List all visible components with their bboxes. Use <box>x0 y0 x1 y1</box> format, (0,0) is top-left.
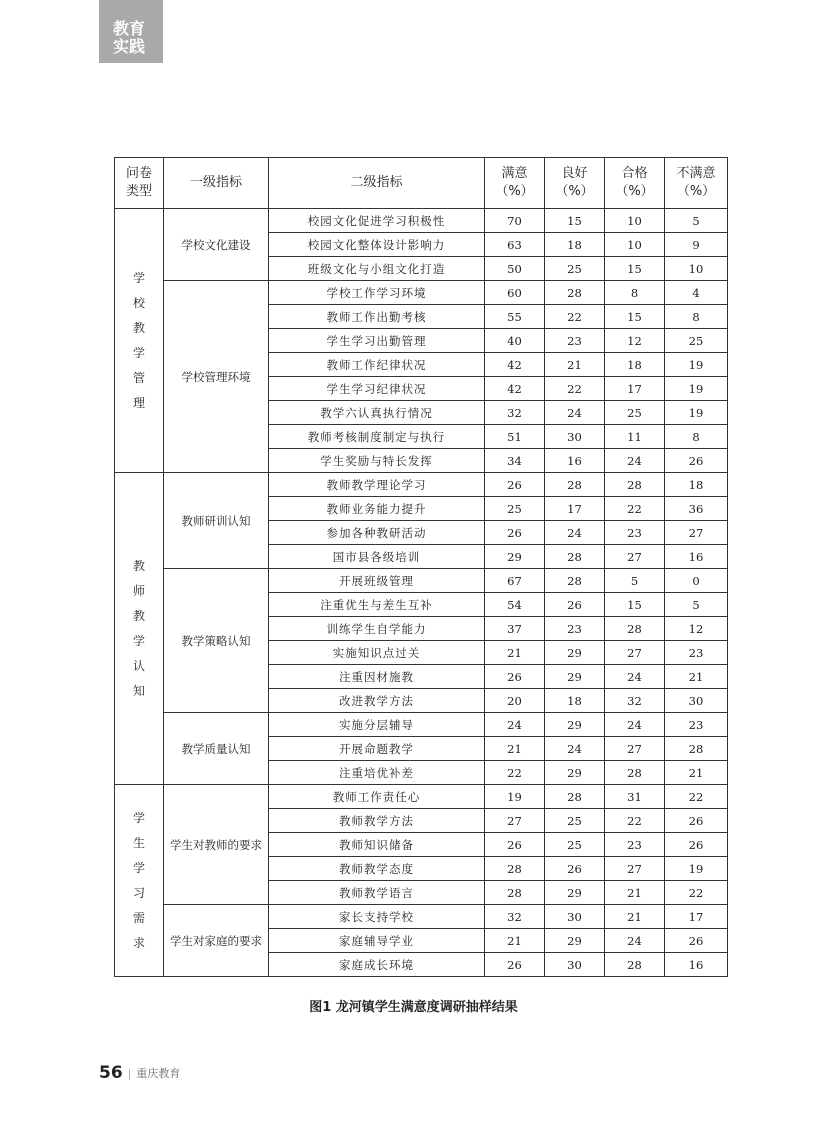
level2-indicator-cell: 教师业务能力提升 <box>269 497 485 521</box>
level2-indicator-cell: 注重优生与差生互补 <box>269 593 485 617</box>
unsatisfied-value-cell: 26 <box>665 833 728 857</box>
unsatisfied-value-cell: 4 <box>665 281 728 305</box>
good-value-cell: 25 <box>545 809 605 833</box>
magazine-name: 重庆教育 <box>136 1067 181 1080</box>
qualified-value-cell: 15 <box>605 257 665 281</box>
good-value-cell: 30 <box>545 425 605 449</box>
good-value-cell: 25 <box>545 833 605 857</box>
unsatisfied-value-cell: 9 <box>665 233 728 257</box>
satisfied-value-cell: 32 <box>485 401 545 425</box>
qualified-value-cell: 15 <box>605 305 665 329</box>
satisfied-value-cell: 40 <box>485 329 545 353</box>
qualified-value-cell: 11 <box>605 425 665 449</box>
level2-indicator-cell: 训练学生自学能力 <box>269 617 485 641</box>
qualified-value-cell: 18 <box>605 353 665 377</box>
unsatisfied-value-cell: 19 <box>665 401 728 425</box>
qualified-value-cell: 5 <box>605 569 665 593</box>
qualified-value-cell: 28 <box>605 473 665 497</box>
good-value-cell: 23 <box>545 617 605 641</box>
satisfied-value-cell: 63 <box>485 233 545 257</box>
qualified-value-cell: 24 <box>605 713 665 737</box>
satisfied-value-cell: 37 <box>485 617 545 641</box>
satisfied-value-cell: 27 <box>485 809 545 833</box>
level2-indicator-cell: 注重培优补差 <box>269 761 485 785</box>
good-value-cell: 30 <box>545 905 605 929</box>
level2-indicator-cell: 教师教学语言 <box>269 881 485 905</box>
satisfied-value-cell: 26 <box>485 473 545 497</box>
level1-indicator-cell: 学校文化建设 <box>164 209 269 281</box>
good-value-cell: 29 <box>545 761 605 785</box>
unsatisfied-value-cell: 23 <box>665 641 728 665</box>
qualified-value-cell: 27 <box>605 857 665 881</box>
satisfied-value-cell: 28 <box>485 881 545 905</box>
unsatisfied-value-cell: 10 <box>665 257 728 281</box>
good-value-cell: 24 <box>545 401 605 425</box>
level2-indicator-cell: 教师知识储备 <box>269 833 485 857</box>
satisfied-value-cell: 32 <box>485 905 545 929</box>
unsatisfied-value-cell: 5 <box>665 209 728 233</box>
unsatisfied-value-cell: 16 <box>665 545 728 569</box>
level2-indicator-cell: 改进教学方法 <box>269 689 485 713</box>
survey-table <box>114 157 728 977</box>
satisfied-value-cell: 34 <box>485 449 545 473</box>
satisfied-value-cell: 21 <box>485 641 545 665</box>
qualified-value-cell: 10 <box>605 209 665 233</box>
satisfied-value-cell: 24 <box>485 713 545 737</box>
satisfied-value-cell: 29 <box>485 545 545 569</box>
level2-indicator-cell: 开展班级管理 <box>269 569 485 593</box>
level1-indicator-cell: 教学策略认知 <box>164 569 269 713</box>
qualified-value-cell: 17 <box>605 377 665 401</box>
header-satisfied: 满意 （%） <box>485 158 545 209</box>
unsatisfied-value-cell: 23 <box>665 713 728 737</box>
qualified-value-cell: 22 <box>605 497 665 521</box>
level1-indicator-cell: 学生对教师的要求 <box>164 785 269 905</box>
satisfied-value-cell: 60 <box>485 281 545 305</box>
level2-indicator-cell: 教师教学方法 <box>269 809 485 833</box>
satisfied-value-cell: 21 <box>485 929 545 953</box>
table-row <box>115 785 728 809</box>
good-value-cell: 18 <box>545 689 605 713</box>
satisfied-value-cell: 42 <box>485 353 545 377</box>
unsatisfied-value-cell: 18 <box>665 473 728 497</box>
qualified-value-cell: 23 <box>605 521 665 545</box>
table-row <box>115 569 728 593</box>
good-value-cell: 15 <box>545 209 605 233</box>
level2-indicator-cell: 教学六认真执行情况 <box>269 401 485 425</box>
level2-indicator-cell: 学生奖励与特长发挥 <box>269 449 485 473</box>
unsatisfied-value-cell: 25 <box>665 329 728 353</box>
level2-indicator-cell: 教师教学理论学习 <box>269 473 485 497</box>
qualified-value-cell: 27 <box>605 545 665 569</box>
level2-indicator-cell: 参加各种教研活动 <box>269 521 485 545</box>
level2-indicator-cell: 学校工作学习环境 <box>269 281 485 305</box>
qualified-value-cell: 25 <box>605 401 665 425</box>
unsatisfied-value-cell: 26 <box>665 809 728 833</box>
satisfied-value-cell: 28 <box>485 857 545 881</box>
satisfied-value-cell: 25 <box>485 497 545 521</box>
level2-indicator-cell: 教师工作出勤考核 <box>269 305 485 329</box>
category-cell: 学生学习需求 <box>115 785 164 977</box>
header-good: 良好 （%） <box>545 158 605 209</box>
satisfied-value-cell: 26 <box>485 521 545 545</box>
good-value-cell: 29 <box>545 665 605 689</box>
unsatisfied-value-cell: 21 <box>665 761 728 785</box>
header-unsatisfied: 不满意 （%） <box>665 158 728 209</box>
level2-indicator-cell: 教师教学态度 <box>269 857 485 881</box>
unsatisfied-value-cell: 19 <box>665 857 728 881</box>
figure-caption: 图1 龙河镇学生满意度调研抽样结果 <box>309 1000 518 1015</box>
good-value-cell: 26 <box>545 857 605 881</box>
satisfied-value-cell: 70 <box>485 209 545 233</box>
good-value-cell: 25 <box>545 257 605 281</box>
unsatisfied-value-cell: 28 <box>665 737 728 761</box>
qualified-value-cell: 21 <box>605 905 665 929</box>
satisfied-value-cell: 55 <box>485 305 545 329</box>
good-value-cell: 30 <box>545 953 605 977</box>
qualified-value-cell: 27 <box>605 641 665 665</box>
level2-indicator-cell: 学生学习出勤管理 <box>269 329 485 353</box>
satisfied-value-cell: 19 <box>485 785 545 809</box>
level2-indicator-cell: 实施知识点过关 <box>269 641 485 665</box>
good-value-cell: 29 <box>545 929 605 953</box>
qualified-value-cell: 22 <box>605 809 665 833</box>
page-footer <box>99 1063 180 1083</box>
level2-indicator-cell: 家长支持学校 <box>269 905 485 929</box>
category-cell: 学校教学管理 <box>115 209 164 473</box>
table-row <box>115 209 728 233</box>
table-row <box>115 905 728 929</box>
level2-indicator-cell: 开展命题教学 <box>269 737 485 761</box>
qualified-value-cell: 15 <box>605 593 665 617</box>
qualified-value-cell: 28 <box>605 617 665 641</box>
level2-indicator-cell: 学生学习纪律状况 <box>269 377 485 401</box>
unsatisfied-value-cell: 8 <box>665 305 728 329</box>
level2-indicator-cell: 教师工作责任心 <box>269 785 485 809</box>
qualified-value-cell: 21 <box>605 881 665 905</box>
unsatisfied-value-cell: 26 <box>665 449 728 473</box>
page-number: 56 <box>99 1063 123 1083</box>
table-row <box>115 473 728 497</box>
good-value-cell: 29 <box>545 641 605 665</box>
good-value-cell: 29 <box>545 713 605 737</box>
qualified-value-cell: 28 <box>605 953 665 977</box>
unsatisfied-value-cell: 5 <box>665 593 728 617</box>
level1-indicator-cell: 学生对家庭的要求 <box>164 905 269 977</box>
level2-indicator-cell: 校园文化整体设计影响力 <box>269 233 485 257</box>
header-type: 问卷 类型 <box>115 158 164 209</box>
good-value-cell: 29 <box>545 881 605 905</box>
good-value-cell: 28 <box>545 785 605 809</box>
unsatisfied-value-cell: 22 <box>665 881 728 905</box>
qualified-value-cell: 8 <box>605 281 665 305</box>
unsatisfied-value-cell: 16 <box>665 953 728 977</box>
section-tag <box>99 0 163 63</box>
good-value-cell: 28 <box>545 473 605 497</box>
level1-indicator-cell: 教学质量认知 <box>164 713 269 785</box>
satisfied-value-cell: 67 <box>485 569 545 593</box>
level2-indicator-cell: 校园文化促进学习积极性 <box>269 209 485 233</box>
level2-indicator-cell: 家庭辅导学业 <box>269 929 485 953</box>
good-value-cell: 17 <box>545 497 605 521</box>
satisfied-value-cell: 42 <box>485 377 545 401</box>
good-value-cell: 23 <box>545 329 605 353</box>
unsatisfied-value-cell: 21 <box>665 665 728 689</box>
unsatisfied-value-cell: 36 <box>665 497 728 521</box>
unsatisfied-value-cell: 19 <box>665 353 728 377</box>
satisfied-value-cell: 50 <box>485 257 545 281</box>
qualified-value-cell: 31 <box>605 785 665 809</box>
level2-indicator-cell: 注重因材施教 <box>269 665 485 689</box>
good-value-cell: 16 <box>545 449 605 473</box>
qualified-value-cell: 23 <box>605 833 665 857</box>
level2-indicator-cell: 实施分层辅导 <box>269 713 485 737</box>
qualified-value-cell: 28 <box>605 761 665 785</box>
table-row <box>115 281 728 305</box>
satisfied-value-cell: 51 <box>485 425 545 449</box>
good-value-cell: 28 <box>545 281 605 305</box>
good-value-cell: 24 <box>545 737 605 761</box>
unsatisfied-value-cell: 17 <box>665 905 728 929</box>
section-tag-line1: 教育 <box>113 19 146 38</box>
unsatisfied-value-cell: 0 <box>665 569 728 593</box>
good-value-cell: 26 <box>545 593 605 617</box>
table-row <box>115 713 728 737</box>
qualified-value-cell: 32 <box>605 689 665 713</box>
satisfied-value-cell: 26 <box>485 833 545 857</box>
level2-indicator-cell: 家庭成长环境 <box>269 953 485 977</box>
qualified-value-cell: 24 <box>605 449 665 473</box>
satisfied-value-cell: 26 <box>485 665 545 689</box>
qualified-value-cell: 27 <box>605 737 665 761</box>
unsatisfied-value-cell: 12 <box>665 617 728 641</box>
satisfied-value-cell: 22 <box>485 761 545 785</box>
good-value-cell: 28 <box>545 569 605 593</box>
level1-indicator-cell: 教师研训认知 <box>164 473 269 569</box>
unsatisfied-value-cell: 8 <box>665 425 728 449</box>
level2-indicator-cell: 教师工作纪律状况 <box>269 353 485 377</box>
satisfied-value-cell: 20 <box>485 689 545 713</box>
table-header-row <box>115 158 728 209</box>
good-value-cell: 18 <box>545 233 605 257</box>
satisfied-value-cell: 54 <box>485 593 545 617</box>
qualified-value-cell: 24 <box>605 929 665 953</box>
level2-indicator-cell: 教师考核制度制定与执行 <box>269 425 485 449</box>
header-qualified: 合格 （%） <box>605 158 665 209</box>
unsatisfied-value-cell: 27 <box>665 521 728 545</box>
category-cell: 教师教学认知 <box>115 473 164 785</box>
satisfied-value-cell: 21 <box>485 737 545 761</box>
good-value-cell: 24 <box>545 521 605 545</box>
qualified-value-cell: 10 <box>605 233 665 257</box>
unsatisfied-value-cell: 30 <box>665 689 728 713</box>
qualified-value-cell: 24 <box>605 665 665 689</box>
qualified-value-cell: 12 <box>605 329 665 353</box>
header-level2: 二级指标 <box>269 158 485 209</box>
good-value-cell: 22 <box>545 305 605 329</box>
level2-indicator-cell: 班级文化与小组文化打造 <box>269 257 485 281</box>
good-value-cell: 28 <box>545 545 605 569</box>
level1-indicator-cell: 学校管理环境 <box>164 281 269 473</box>
section-tag-line2: 实践 <box>113 37 146 56</box>
level2-indicator-cell: 国市县各级培训 <box>269 545 485 569</box>
good-value-cell: 21 <box>545 353 605 377</box>
header-level1: 一级指标 <box>164 158 269 209</box>
unsatisfied-value-cell: 22 <box>665 785 728 809</box>
unsatisfied-value-cell: 19 <box>665 377 728 401</box>
unsatisfied-value-cell: 26 <box>665 929 728 953</box>
satisfied-value-cell: 26 <box>485 953 545 977</box>
good-value-cell: 22 <box>545 377 605 401</box>
footer-separator: | <box>127 1066 132 1080</box>
